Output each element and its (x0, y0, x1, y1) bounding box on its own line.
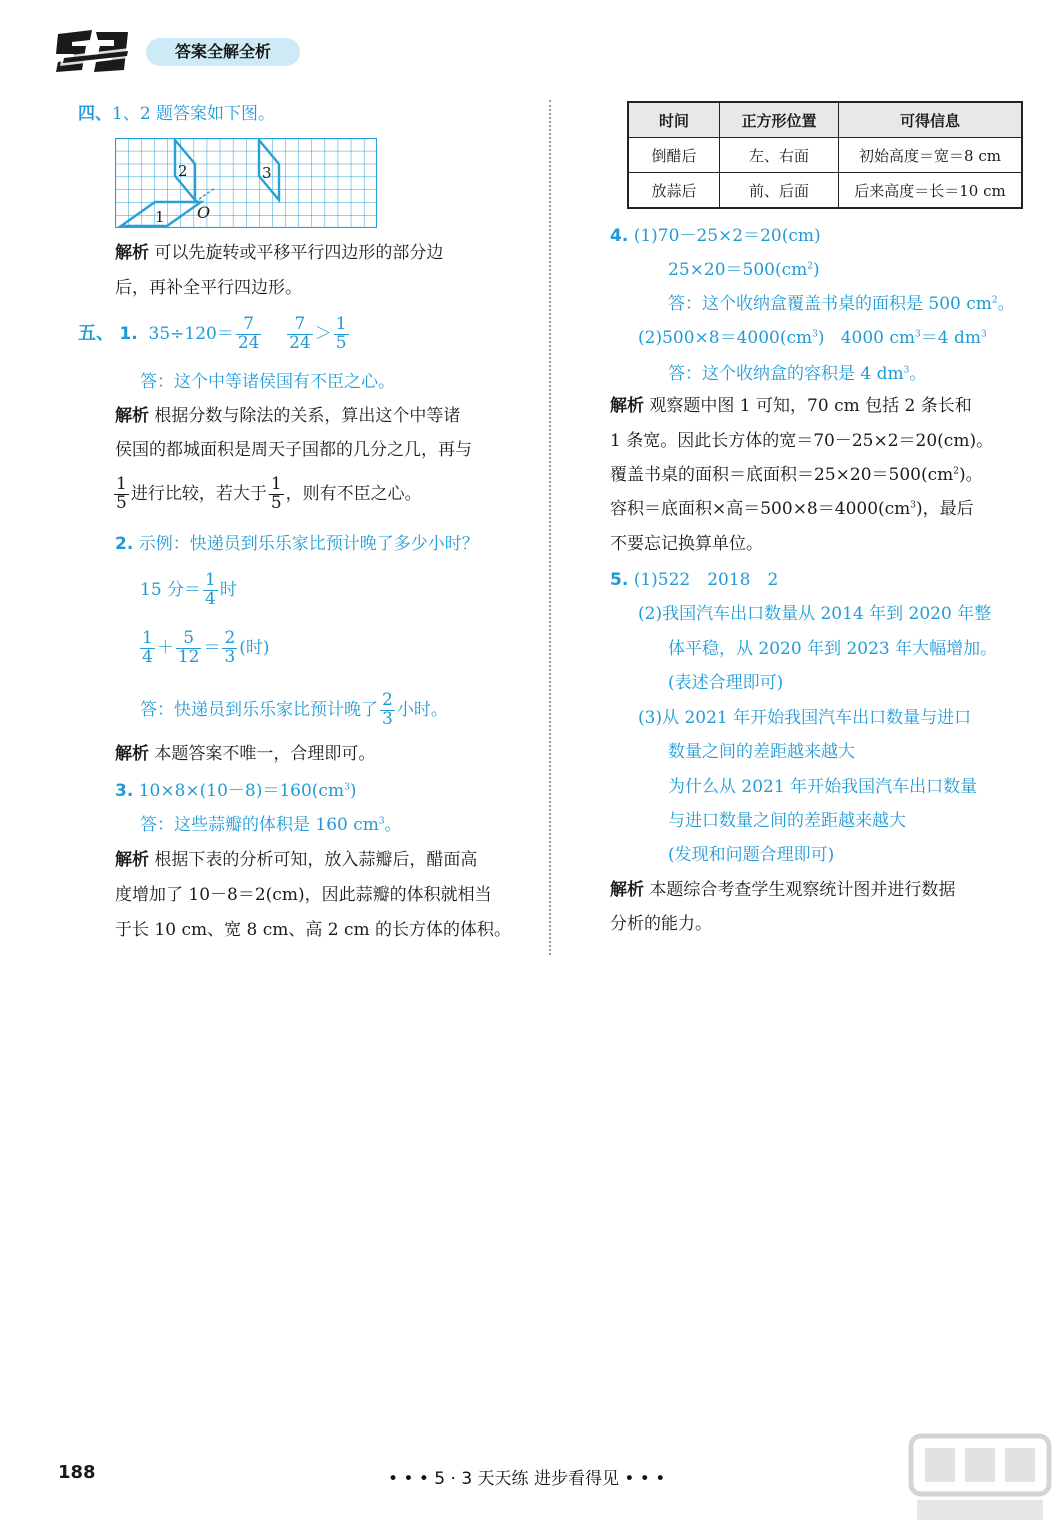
frac-den: 24 (237, 332, 260, 353)
q5-3-equation (115, 783, 356, 800)
frac-num: 5 (176, 630, 202, 649)
q5-4-l2: 25×20＝500(cm (668, 260, 808, 280)
frac-den: 4 (205, 588, 216, 609)
watermark-logo (905, 1430, 1055, 1530)
fraction (140, 630, 155, 667)
q5-4-num: 4. (610, 226, 629, 246)
superscript: 2 (953, 466, 959, 477)
fraction (380, 692, 395, 729)
q5-1-answer: 答：这个中等诸侯国有不臣之心。 (140, 372, 395, 392)
frac-num: 7 (287, 316, 313, 335)
grid-label-1: 1 (155, 208, 165, 226)
q5-4-jiexi-line3 (610, 467, 983, 484)
q5-2-eq1-right: 时 (219, 579, 237, 600)
q5-1-jiexi-line2: 侯国的都城面积是周天子国都的几分之几，再与 (115, 440, 472, 460)
section-four-label: 四、 (78, 104, 112, 124)
q5-5-l1: (1)522 2018 2 (633, 570, 779, 590)
q5-2-eq2-unit: (时) (239, 637, 270, 658)
q5-4-line2 (668, 262, 820, 279)
q5-4-jiexi-text3: 覆盖书桌的面积＝底面积＝25×20＝500(cm (610, 465, 954, 485)
fraction (114, 476, 129, 513)
q5-2-jiexi (115, 746, 375, 763)
brand-logo (52, 26, 136, 76)
q5-4-line3 (668, 296, 1015, 313)
q5-5-line1 (610, 572, 778, 589)
q5-5-jiexi-line2: 分析的能力。 (610, 914, 712, 934)
table-row (628, 138, 1022, 173)
q5-5-jiexi-text1: 本题综合考查学生观察统计图并进行数据 (649, 880, 956, 900)
q5-1-num: 1. (119, 323, 138, 344)
q5-4-jiexi-text1: 观察题中图 1 可知，70 cm 包括 2 条长和 (649, 396, 972, 416)
frac-den: 5 (270, 492, 282, 513)
analysis-table (627, 101, 1023, 209)
table-cell: 前、后面 (720, 173, 839, 209)
q5-3-answer (140, 817, 402, 834)
q5-2-jiexi-label: 解析 (115, 744, 149, 764)
grid-label-2: 2 (178, 162, 188, 180)
q5-2-answer-pre: 答：快递员到乐乐家比预计晚了 (140, 699, 378, 720)
superscript: 3 (344, 782, 350, 793)
frac-den: 4 (142, 646, 153, 667)
table-cell: 倒醋后 (628, 138, 720, 173)
frac-num: 1 (335, 314, 347, 334)
q5-4-jiexi-end4: )，最后 (916, 499, 974, 519)
superscript: 3 (378, 816, 385, 827)
frac-den: 3 (224, 646, 236, 667)
q5-1-jiexi-mid: 进行比较，若大于 (130, 483, 267, 504)
frac-den: 24 (289, 332, 311, 353)
q5-1-jiexi-label: 解析 (115, 406, 149, 426)
parallelogram-grid-figure (115, 138, 377, 228)
q4-jiexi-text1: 可以先旋转或平移平行四边形的部分边 (154, 243, 444, 263)
q5-4-l4a: (2)500×8＝4000(cm (638, 328, 813, 348)
q5-3-answer-end: 。 (384, 815, 402, 835)
fraction (222, 630, 237, 667)
frac-num: 2 (382, 690, 393, 710)
gt-sign: ＞ (314, 323, 332, 344)
table-header-cell: 可得信息 (839, 102, 1023, 138)
q5-5-jiexi-label: 解析 (610, 880, 644, 900)
plus-sign: ＋ (156, 637, 174, 658)
q5-4-l2-end: ) (812, 260, 820, 280)
q5-2-eq1-left: 15 分＝ (140, 579, 202, 600)
page-number: 188 (58, 1462, 96, 1483)
q5-2-jiexi-text: 本题答案不唯一，合理即可。 (154, 744, 376, 764)
table-header-row (628, 102, 1022, 138)
superscript: 3 (812, 329, 818, 340)
superscript: 2 (991, 295, 998, 306)
fraction (203, 572, 218, 609)
q5-2-example-text: 示例：快递员到乐乐家比预计晚了多少小时？ (138, 534, 479, 554)
q5-4-l5-end: 。 (909, 364, 927, 384)
q5-5-line7: 为什么从 2021 年开始我国汽车出口数量 (668, 777, 978, 797)
q5-3-jiexi-line3: 于长 10 cm、宽 8 cm、高 2 cm 的长方体的体积。 (115, 920, 512, 940)
q5-5-line8: 与进口数量之间的差距越来越大 (668, 811, 906, 831)
q5-4-l4b: 4000 cm (840, 328, 916, 348)
superscript: 2 (807, 261, 813, 272)
q5-3-eq-end: ) (349, 781, 357, 801)
table-cell: 后来高度＝长＝10 cm (839, 173, 1023, 209)
frac-den: 5 (116, 492, 127, 513)
q5-4-l4b-mid: ＝4 dm (920, 328, 982, 348)
q5-4-jiexi-line1 (610, 398, 972, 415)
table-cell: 左、右面 (720, 138, 839, 173)
frac-num: 1 (205, 570, 216, 590)
fraction (269, 476, 284, 513)
q5-4-jiexi-line2: 1 条宽。因此长方体的宽＝70－25×2＝20(cm)。 (610, 431, 994, 451)
frac-num: 7 (236, 316, 262, 335)
fraction (236, 316, 262, 353)
q5-4-l3: 答：这个收纳盒覆盖书桌的面积是 500 cm (668, 294, 992, 314)
grid-label-origin: O (197, 203, 211, 222)
q5-5-line9: (发现和问题合理即可) (668, 845, 835, 865)
q5-3-answer-text: 答：这些蒜瓣的体积是 160 cm (140, 815, 379, 835)
superscript: 3 (903, 365, 910, 376)
q5-3-eq: 10×8×(10－8)＝160(cm (138, 781, 345, 801)
q5-3-jiexi-line1 (115, 852, 477, 869)
frac-den: 12 (177, 646, 200, 667)
q5-4-line1 (610, 228, 821, 245)
grid-label-3: 3 (262, 164, 272, 182)
superscript: 3 (910, 500, 917, 511)
q5-5-line5: (3)从 2021 年开始我国汽车出口数量与进口 (638, 708, 972, 728)
q5-3-jiexi-label: 解析 (115, 850, 149, 870)
q5-2-answer-post: 小时。 (396, 699, 448, 720)
q5-4-l4a-end: ) (817, 328, 825, 348)
q5-5-line3: 体平稳，从 2020 年到 2023 年大幅增加。 (668, 639, 998, 659)
q5-4-l1: (1)70－25×2＝20(cm) (633, 226, 821, 246)
frac-num: 2 (224, 628, 236, 648)
q5-2-num: 2. (115, 534, 134, 554)
q5-1-eq-left: 35÷120＝ (148, 323, 234, 344)
frac-den: 5 (335, 332, 347, 353)
table-row (628, 173, 1022, 209)
q5-2-eq1 (140, 572, 237, 609)
q4-jiexi-line1 (115, 245, 443, 262)
q5-5-jiexi-line1 (610, 882, 955, 899)
q4-jiexi-label: 解析 (115, 243, 149, 263)
q5-4-jiexi-label: 解析 (610, 396, 644, 416)
table-cell: 放蒜后 (628, 173, 720, 209)
column-divider (549, 100, 551, 955)
equals-sign: ＝ (203, 637, 221, 658)
frac-num: 1 (142, 628, 153, 648)
q4-jiexi-line2: 后，再补全平行四边形。 (115, 278, 302, 298)
q5-4-jiexi-end3: )。 (958, 465, 983, 485)
q5-1-jiexi-end: ，则有不臣之心。 (285, 483, 422, 504)
frac-num: 1 (116, 474, 127, 494)
q5-5-num: 5. (610, 570, 629, 590)
section-five-label: 五、 (78, 322, 114, 344)
q5-4-line5 (668, 366, 926, 383)
q5-2-example (115, 536, 479, 553)
fraction (287, 316, 313, 353)
footer-slogan: • • • 5 · 3 天天练 进步看得见 • • • (388, 1469, 666, 1489)
q5-5-line4: (表述合理即可) (668, 673, 784, 693)
fraction (334, 316, 349, 353)
q5-3-jiexi-text1: 根据下表的分析可知，放入蒜瓣后，醋面高 (154, 850, 478, 870)
q5-4-l3-end: 。 (997, 294, 1015, 314)
q5-1-jiexi-line3 (112, 476, 422, 513)
q5-4-jiexi-text4: 容积＝底面积×高＝500×8＝4000(cm (610, 499, 911, 519)
q5-2-answer (140, 692, 448, 729)
q5-3-jiexi-line2: 度增加了 10－8＝2(cm)，因此蒜瓣的体积就相当 (115, 885, 492, 905)
fraction (176, 630, 202, 667)
q5-2-eq2 (138, 630, 270, 667)
frac-den: 3 (382, 708, 393, 729)
q5-1-jiexi-text1: 根据分数与除法的关系，算出这个中等诸 (154, 406, 461, 426)
q5-4-jiexi-line5: 不要忘记换算单位。 (610, 534, 763, 554)
q5-4-jiexi-line4 (610, 501, 974, 518)
q5-4-l5: 答：这个收纳盒的容积是 4 dm (668, 364, 904, 384)
superscript: 3 (915, 329, 921, 340)
frac-num: 1 (270, 474, 282, 494)
q5-5-line6: 数量之间的差距越来越大 (668, 742, 855, 762)
table-cell: 初始高度＝宽＝8 cm (839, 138, 1023, 173)
q5-5-line2: (2)我国汽车出口数量从 2014 年到 2020 年整 (638, 604, 992, 624)
header-banner: 答案全解全析 (146, 38, 300, 66)
q5-1-jiexi-line1 (115, 408, 460, 425)
q5-3-num: 3. (115, 781, 134, 801)
q5-4-line4 (638, 330, 987, 347)
section-four-heading (78, 106, 275, 123)
q5-1-equation (78, 316, 351, 353)
table-header-cell: 正方形位置 (720, 102, 839, 138)
table-header-cell: 时间 (628, 102, 720, 138)
superscript: 3 (981, 329, 987, 340)
section-four-text: 1、2 题答案如下图。 (112, 104, 276, 124)
